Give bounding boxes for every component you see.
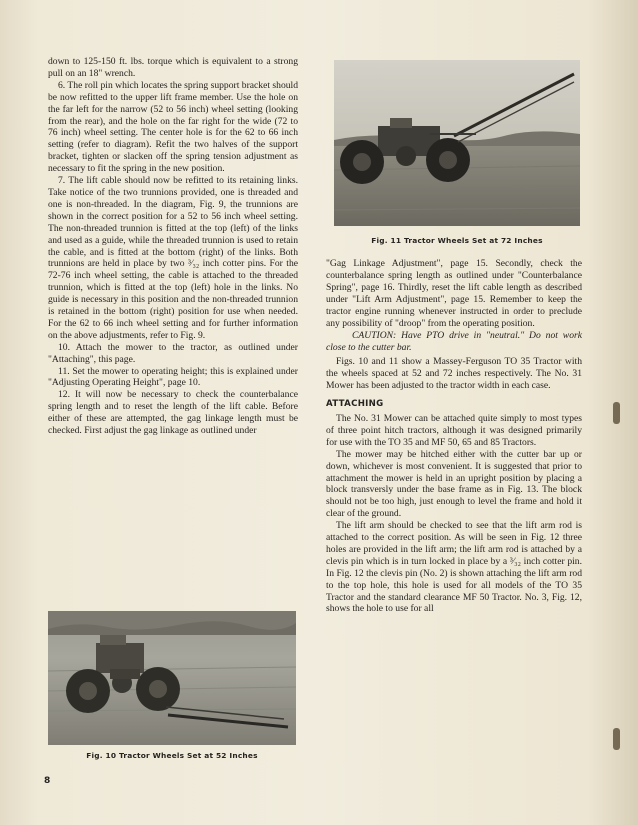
paragraph: 10. Attach the mower to the tractor, as outlined under "Attaching", this page. — [48, 341, 298, 365]
paragraph: The mower may be hitched either with the cutter bar up or down, whichever is most convenient. It is suggested that prior to attachment the mower is held in an upright position by placing a block transversly under the base frame as in Fig. 13. The block should not be too high, just enough to level the frame and hold it clear of the ground. — [326, 448, 582, 520]
fig11-photo — [334, 60, 580, 226]
paragraph: The No. 31 Mower can be attached quite simply to most types of three point hitch tractors, although it was designed primarily for use with the TO 35 and MF 50, 65 and 85 Tractors. — [326, 412, 582, 448]
fig10-caption: Fig. 10 Tractor Wheels Set at 52 Inches — [86, 751, 258, 760]
paragraph: down to 125-150 ft. lbs. torque which is equivalent to a strong pull on an 18" wrench. — [48, 56, 298, 79]
binding-hole — [613, 728, 620, 750]
paragraph: The lift arm should be checked to see that the lift arm rod is attached to the correct position. As will be seen in Fig. 12 three holes are provided in the lift arm; the lift arm rod is attached by a clevis pin which is in turn locked in place by a ³⁄₃₂ inch cotter pin. In Fig. 12 the clevis pin (No. 2) is shown attaching the lift arm rod to the top hole, this hole is used for all models of the TO 35 Tractor and the standard clearance MF 50 Tractor. No. 3, Fig. 12, shows the hole to use for all — [326, 520, 582, 615]
fig11-caption: Fig. 11 Tractor Wheels Set at 72 Inches — [371, 236, 543, 245]
section-heading-attaching: ATTACHING — [326, 398, 384, 409]
paragraph: 7. The lift cable should now be refitted to its retaining links. Take notice of the two trunnions provided, one is threaded and one is non-threaded. In the diagram, Fig. 9, the trunnions are shown in the correct position for a 52 to 56 inch wheel setting. The non-threaded trunnion is fitted at the top (left) of the links and used as a guide, while the threaded trunnion is used to retain the cable, and is fitted at the bottom (right) of the links. Both trunnions are held in place by two ³⁄₃₂ inch cotter pins. For the 72-76 inch wheel setting, the cable is attached to the threaded trunnion, which is fitted at the top (left) hole in the links. No guide is necessary in this position and the non-threaded trunnion is retained in the bottom (right) position for use when needed. For the 62 to 66 inch wheel setting and for further information on the above adjustments, refer to Fig. 9. — [48, 175, 298, 341]
paragraph: 11. Set the mower to operating height; this is explained under "Adjusting Operating Height", page 10. — [48, 365, 298, 389]
paragraph: 12. It will now be necessary to check the counterbalance spring length and to reset the length of the lift cable. Before either of these are attempted, the gag linkage length must be checked. First adjust the gag linkage as outlined under — [48, 389, 298, 437]
paragraph: Figs. 10 and 11 show a Massey-Ferguson TO 35 Tractor with the wheels spaced at 52 and 72 inches respectively. The No. 31 Mower has been adjusted to the tractor width in each case. — [326, 356, 582, 392]
paragraph: 6. The roll pin which locates the spring support bracket should be now refitted to the upper lift frame member. Use the hole on the far left for the narrow (52 to 56 inch) wheel setting (looking from the rear), and the hole on the far right for the wide (72 to 76 inch) wheel setting. The center hole is for the 62 to 66 inch setting (refer to diagram). Refit the two halves of the support bracket, tighten or slacken off the spring tension adjustment as necessary to fit the spring in the new position. — [48, 79, 298, 175]
caution-note: CAUTION: Have PTO drive in "neutral." Do not work close to the cutter bar. — [326, 330, 582, 354]
page-number: 8 — [44, 776, 51, 786]
paragraph: "Gag Linkage Adjustment", page 15. Secondly, check the counterbalance spring length as outlined under "Counterbalance Spring", page 16. Thirdly, reset the lift cable length as described under "Lift Arm Adjustment", page 15. Remember to keep the tractor engine running whenever instructed in order to preclude any possibility of "droop" from the operating position. — [326, 258, 582, 329]
right-column — [326, 258, 582, 615]
fig10-photo — [48, 611, 296, 745]
binding-hole — [613, 402, 620, 424]
left-column — [48, 56, 298, 437]
